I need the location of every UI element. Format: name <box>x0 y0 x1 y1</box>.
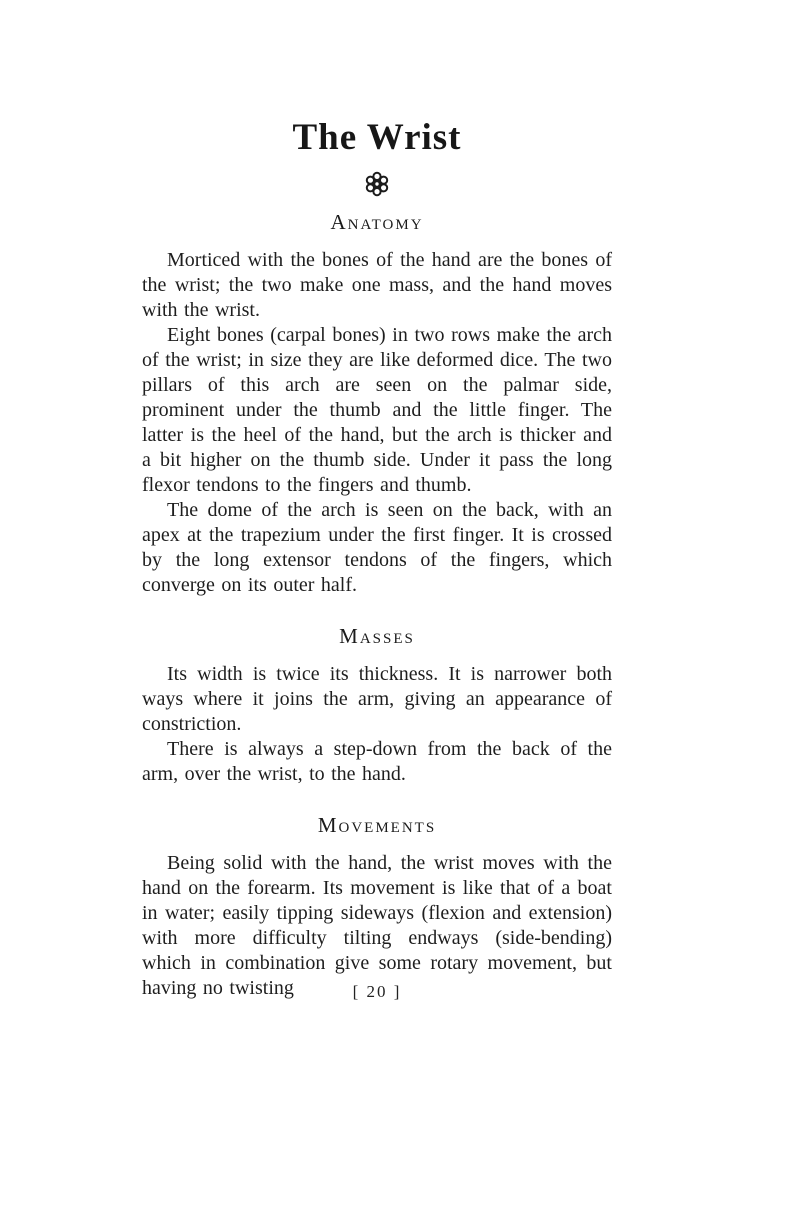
paragraph-masses-1: Its width is twice its thickness. It is narrower both ways where it joins the arm, giving an appearance of constriction. <box>142 663 612 735</box>
page-number: [ 20 ] <box>352 982 402 1001</box>
paragraph-anatomy-1: Morticed with the bones of the hand are the bones of the wrist; the two make one mass, and the hand moves with the wrist. <box>142 249 612 321</box>
paragraph-anatomy-3: The dome of the arch is seen on the back, with an apex at the trapezium under the first finger. It is crossed by the long extensor tendons of the fingers, which converge on its outer half. <box>142 499 612 596</box>
section-anatomy <box>142 210 612 598</box>
section-heading-anatomy: Anatomy <box>330 210 424 234</box>
paragraph-anatomy-2: Eight bones (carpal bones) in two rows make the arch of the wrist; in size they are like deformed dice. The two pillars of this arch are seen on the palmar side, prominent under the thumb and the little finger. The latter is the heel of the hand, but the arch is thicker and a bit higher on the thumb side. Under it pass the long flexor tendons to the fingers and thumb. <box>142 324 612 496</box>
section-heading-masses: Masses <box>339 624 415 648</box>
paragraph-movements-1: Being solid with the hand, the wrist moves with the hand on the forearm. Its movement is like that of a boat in water; easily tipping sideways (flexion and extension) with more difficulty tilting endways (side-bending) which in combination give some rotary movement, but having no twisting <box>142 852 612 999</box>
text-column <box>142 116 612 1001</box>
section-heading-movements: Movements <box>317 813 437 837</box>
section-masses <box>142 624 612 787</box>
ornament-container <box>142 170 612 198</box>
page-title: The Wrist <box>292 117 462 158</box>
section-movements <box>142 813 612 1001</box>
paragraph-masses-2: There is always a step-down from the back of the arm, over the wrist, to the hand. <box>142 738 612 785</box>
rosette-ornament-icon <box>364 171 390 197</box>
